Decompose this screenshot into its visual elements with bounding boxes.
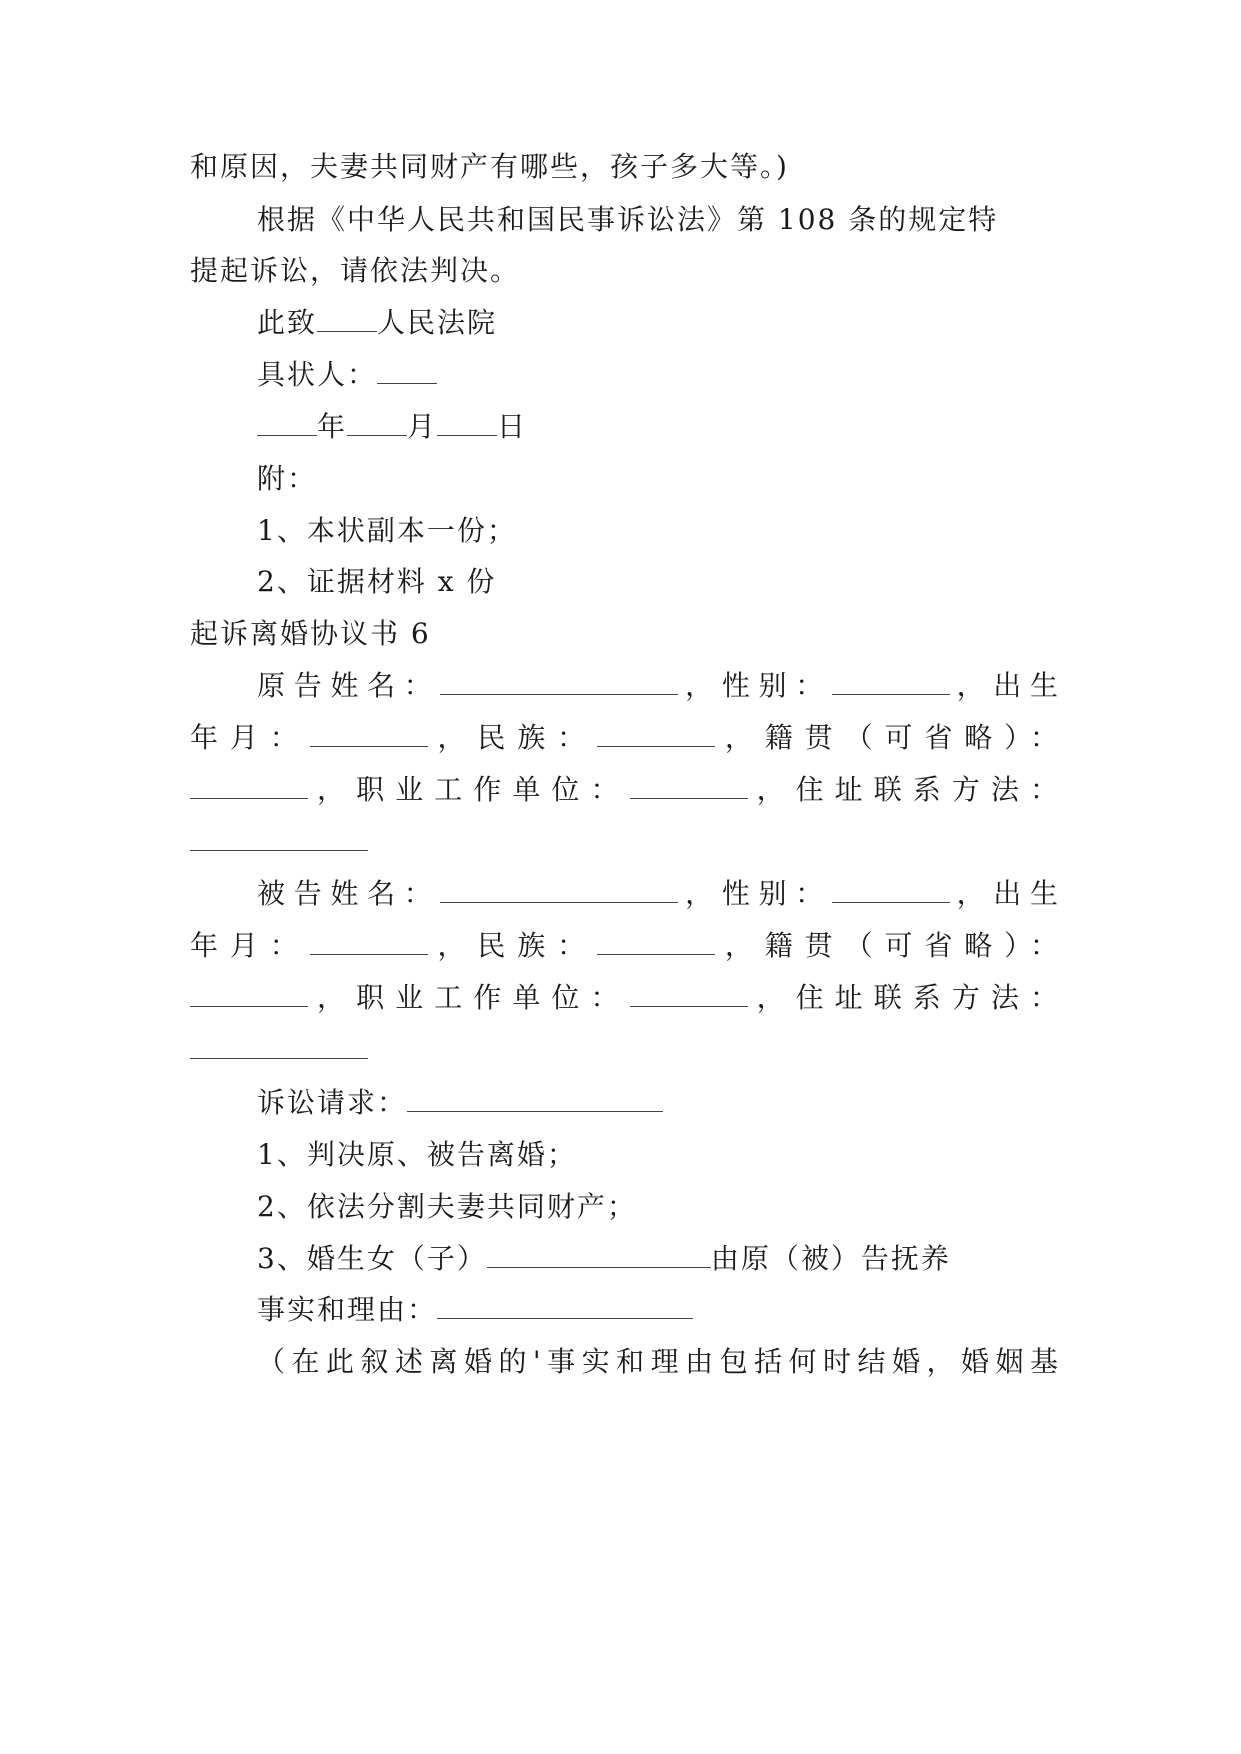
plaintiff-line-2: 年月： ，民族： ，籍贯（可省略）：: [190, 721, 1060, 754]
defendant-line-4: [190, 1030, 1060, 1070]
section-heading: 起诉离婚协议书 6: [190, 617, 431, 650]
plaintiff-line-3: ，职业工作单位： ，住址联系方法：: [190, 770, 1060, 810]
date-line: 年 月 日: [257, 407, 1060, 447]
claim-item: 2、依法分割夫妻共同财产；: [257, 1190, 637, 1223]
claim-item: 1、判决原、被告离婚；: [257, 1138, 577, 1171]
salutation-line: 此致 人民法院: [257, 306, 498, 339]
plaintiff-line-1: 原告姓名： ，性别： ，出生: [257, 669, 1060, 702]
claims-label: 诉讼请求：: [257, 1083, 1060, 1123]
defendant-line-2: 年月： ，民族： ，籍贯（可省略）：: [190, 929, 1060, 962]
text-line: 提起诉讼，请依法判决。: [190, 254, 521, 287]
claim-item: 3、婚生女（子） 由原（被）告抚养: [257, 1242, 951, 1275]
attachment-label: 附：: [257, 462, 318, 495]
defendant-line-1: 被告姓名： ，性别： ，出生: [257, 877, 1060, 910]
text-line: （在此叙述离婚的'事实和理由包括何时结婚，婚姻基: [257, 1345, 1060, 1378]
facts-label: 事实和理由：: [257, 1290, 1060, 1330]
text-line: 根据《中华人民共和国民事诉讼法》第 108 条的规定特: [257, 203, 999, 236]
signer-line: 具状人：: [257, 355, 1060, 395]
defendant-line-3: ，职业工作单位： ，住址联系方法：: [190, 978, 1060, 1018]
text-line: 和原因，夫妻共同财产有哪些，孩子多大等。): [190, 150, 789, 183]
attachment-item: 1、本状副本一份；: [257, 514, 517, 547]
attachment-item: 2、证据材料 x 份: [257, 565, 497, 598]
plaintiff-line-4: [190, 822, 1060, 862]
